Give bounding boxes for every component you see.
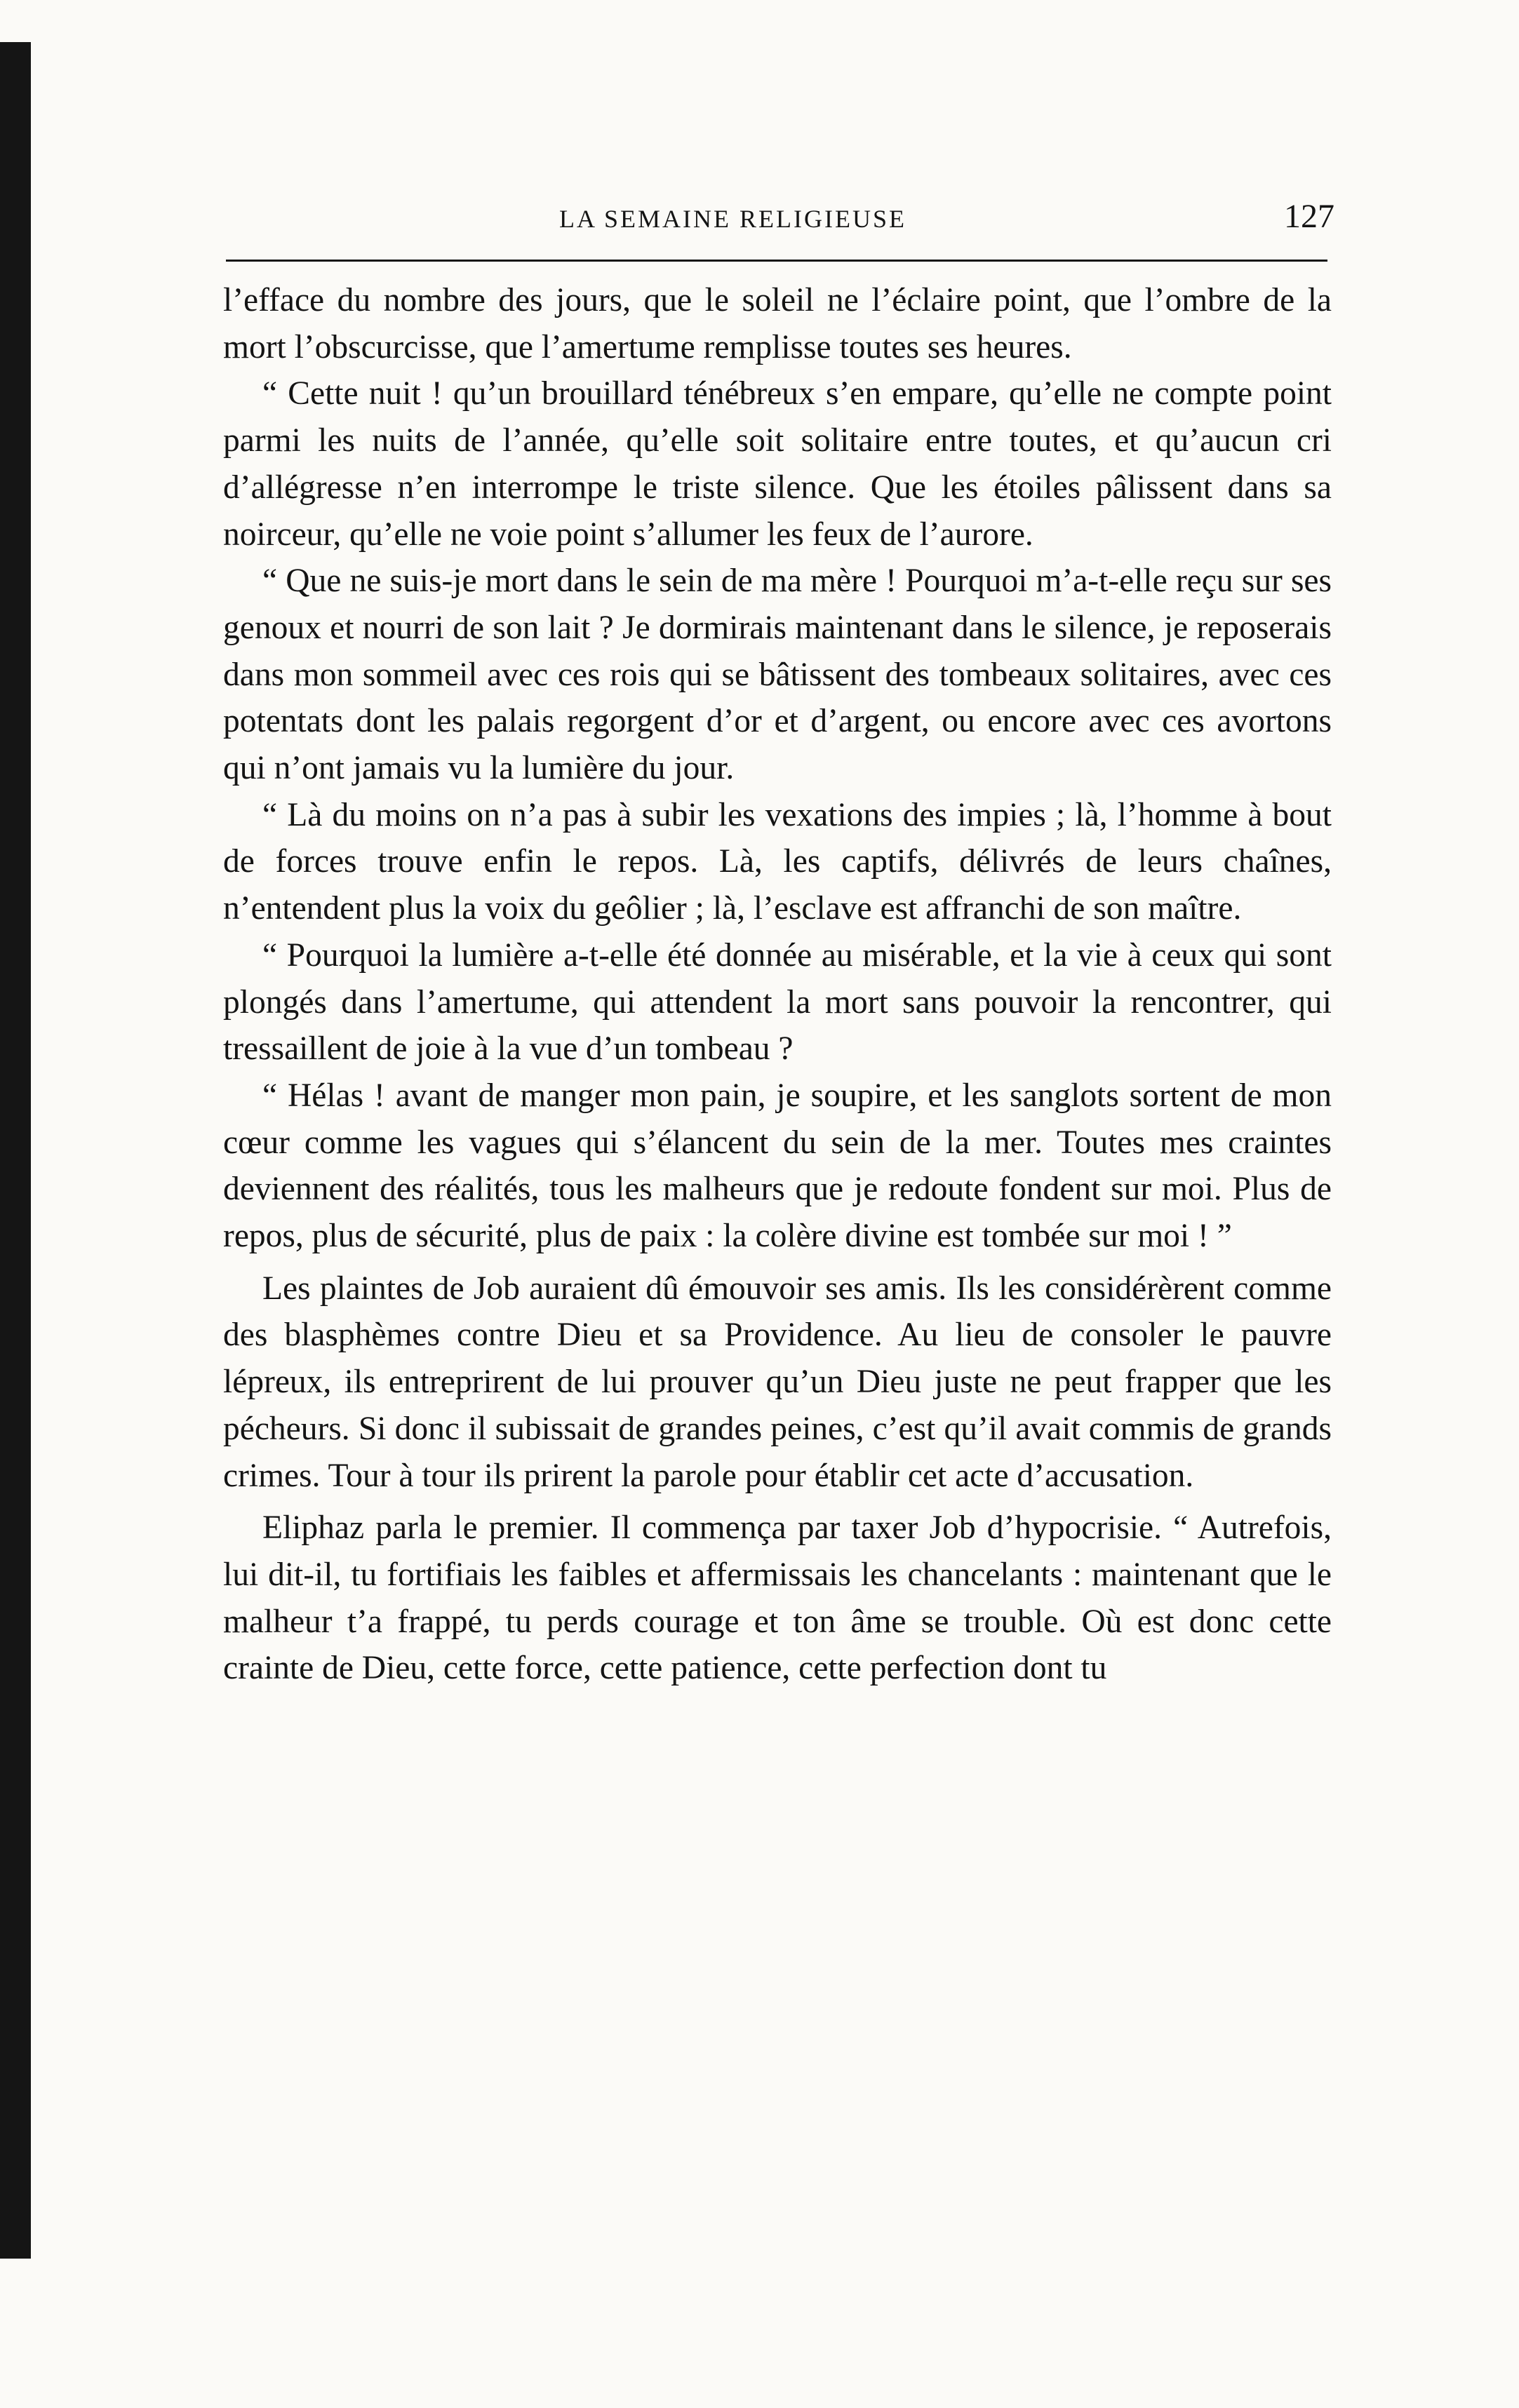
- paragraph: “ Cette nuit ! qu’un brouillard ténébreux s’en empare, qu’elle ne compte point parmi les nuits de l’année, qu’elle soit solitaire entre toutes, et qu’aucun cri d’allégresse n’en interrompe le triste silence. Que les étoiles pâlissent dans sa noirceur, qu’elle ne voie point s’allumer les feux de l’aurore.: [223, 375, 1332, 553]
- scan-edge-shadow: [0, 42, 31, 2259]
- paragraph: l’efface du nombre des jours, que le soleil ne l’éclaire point, que l’ombre de la mort l’obscurcisse, que l’amertume remplisse toutes ses heures.: [223, 282, 1332, 365]
- page-header: [226, 200, 1334, 243]
- header-rule: [226, 260, 1327, 262]
- paragraph: Eliphaz parla le premier. Il commença par taxer Job d’hypocrisie. “ Autrefois, lui dit-il, tu fortifiais les faibles et affermissais les chancelants : maintenant que le malheur t’a frappé, tu perds courage et ton âme se trouble. Où est donc cette crainte de Dieu, cette force, cette patience, cette perfection dont tu: [223, 1509, 1332, 1687]
- paragraph: “ Que ne suis-je mort dans le sein de ma mère ! Pourquoi m’a-t-elle reçu sur ses genoux et nourri de son lait ? Je dormirais maintenant dans le silence, je reposerais dans mon sommeil avec ces rois qui se bâtissent des tombeaux solitaires, avec ces potentats dont les palais regorgent d’or et d’argent, ou encore avec ces avortons qui n’ont jamais vu la lumière du jour.: [223, 563, 1332, 787]
- paragraph: “ Là du moins on n’a pas à subir les vexations des impies ; là, l’homme à bout de forces trouve enfin le repos. Là, les captifs, délivrés de leurs chaînes, n’entendent plus la voix du geôlier ; là, l’esclave est affranchi de son maître.: [223, 796, 1332, 927]
- body-text: [223, 277, 1332, 1692]
- paragraph: “ Hélas ! avant de manger mon pain, je soupire, et les sanglots sortent de mon cœur comme les vagues qui s’élancent du sein de la mer. Toutes mes craintes deviennent des réalités, tous les malheurs que je redoute fondent sur moi. Plus de repos, plus de sécurité, plus de paix : la colère divine est tombée sur moi ! ”: [223, 1077, 1332, 1255]
- paragraph: Les plaintes de Job auraient dû émouvoir ses amis. Ils les considérèrent comme des blasphèmes contre Dieu et sa Providence. Au lieu de consoler le pauvre lépreux, ils entreprirent de lui prouver qu’un Dieu juste ne peut frapper que les pécheurs. Si donc il subissait de grandes peines, c’est qu’il avait commis de grands crimes. Tour à tour ils prirent la parole pour établir cet acte d’accusation.: [223, 1270, 1332, 1494]
- running-title: LA SEMAINE RELIGIEUSE: [559, 205, 906, 233]
- paragraph: “ Pourquoi la lumière a-t-elle été donnée au misérable, et la vie à ceux qui sont plongés dans l’amertume, qui attendent la mort sans pouvoir la rencontrer, qui tressaillent de joie à la vue d’un tombeau ?: [223, 936, 1332, 1068]
- page-number: 127: [1284, 198, 1334, 235]
